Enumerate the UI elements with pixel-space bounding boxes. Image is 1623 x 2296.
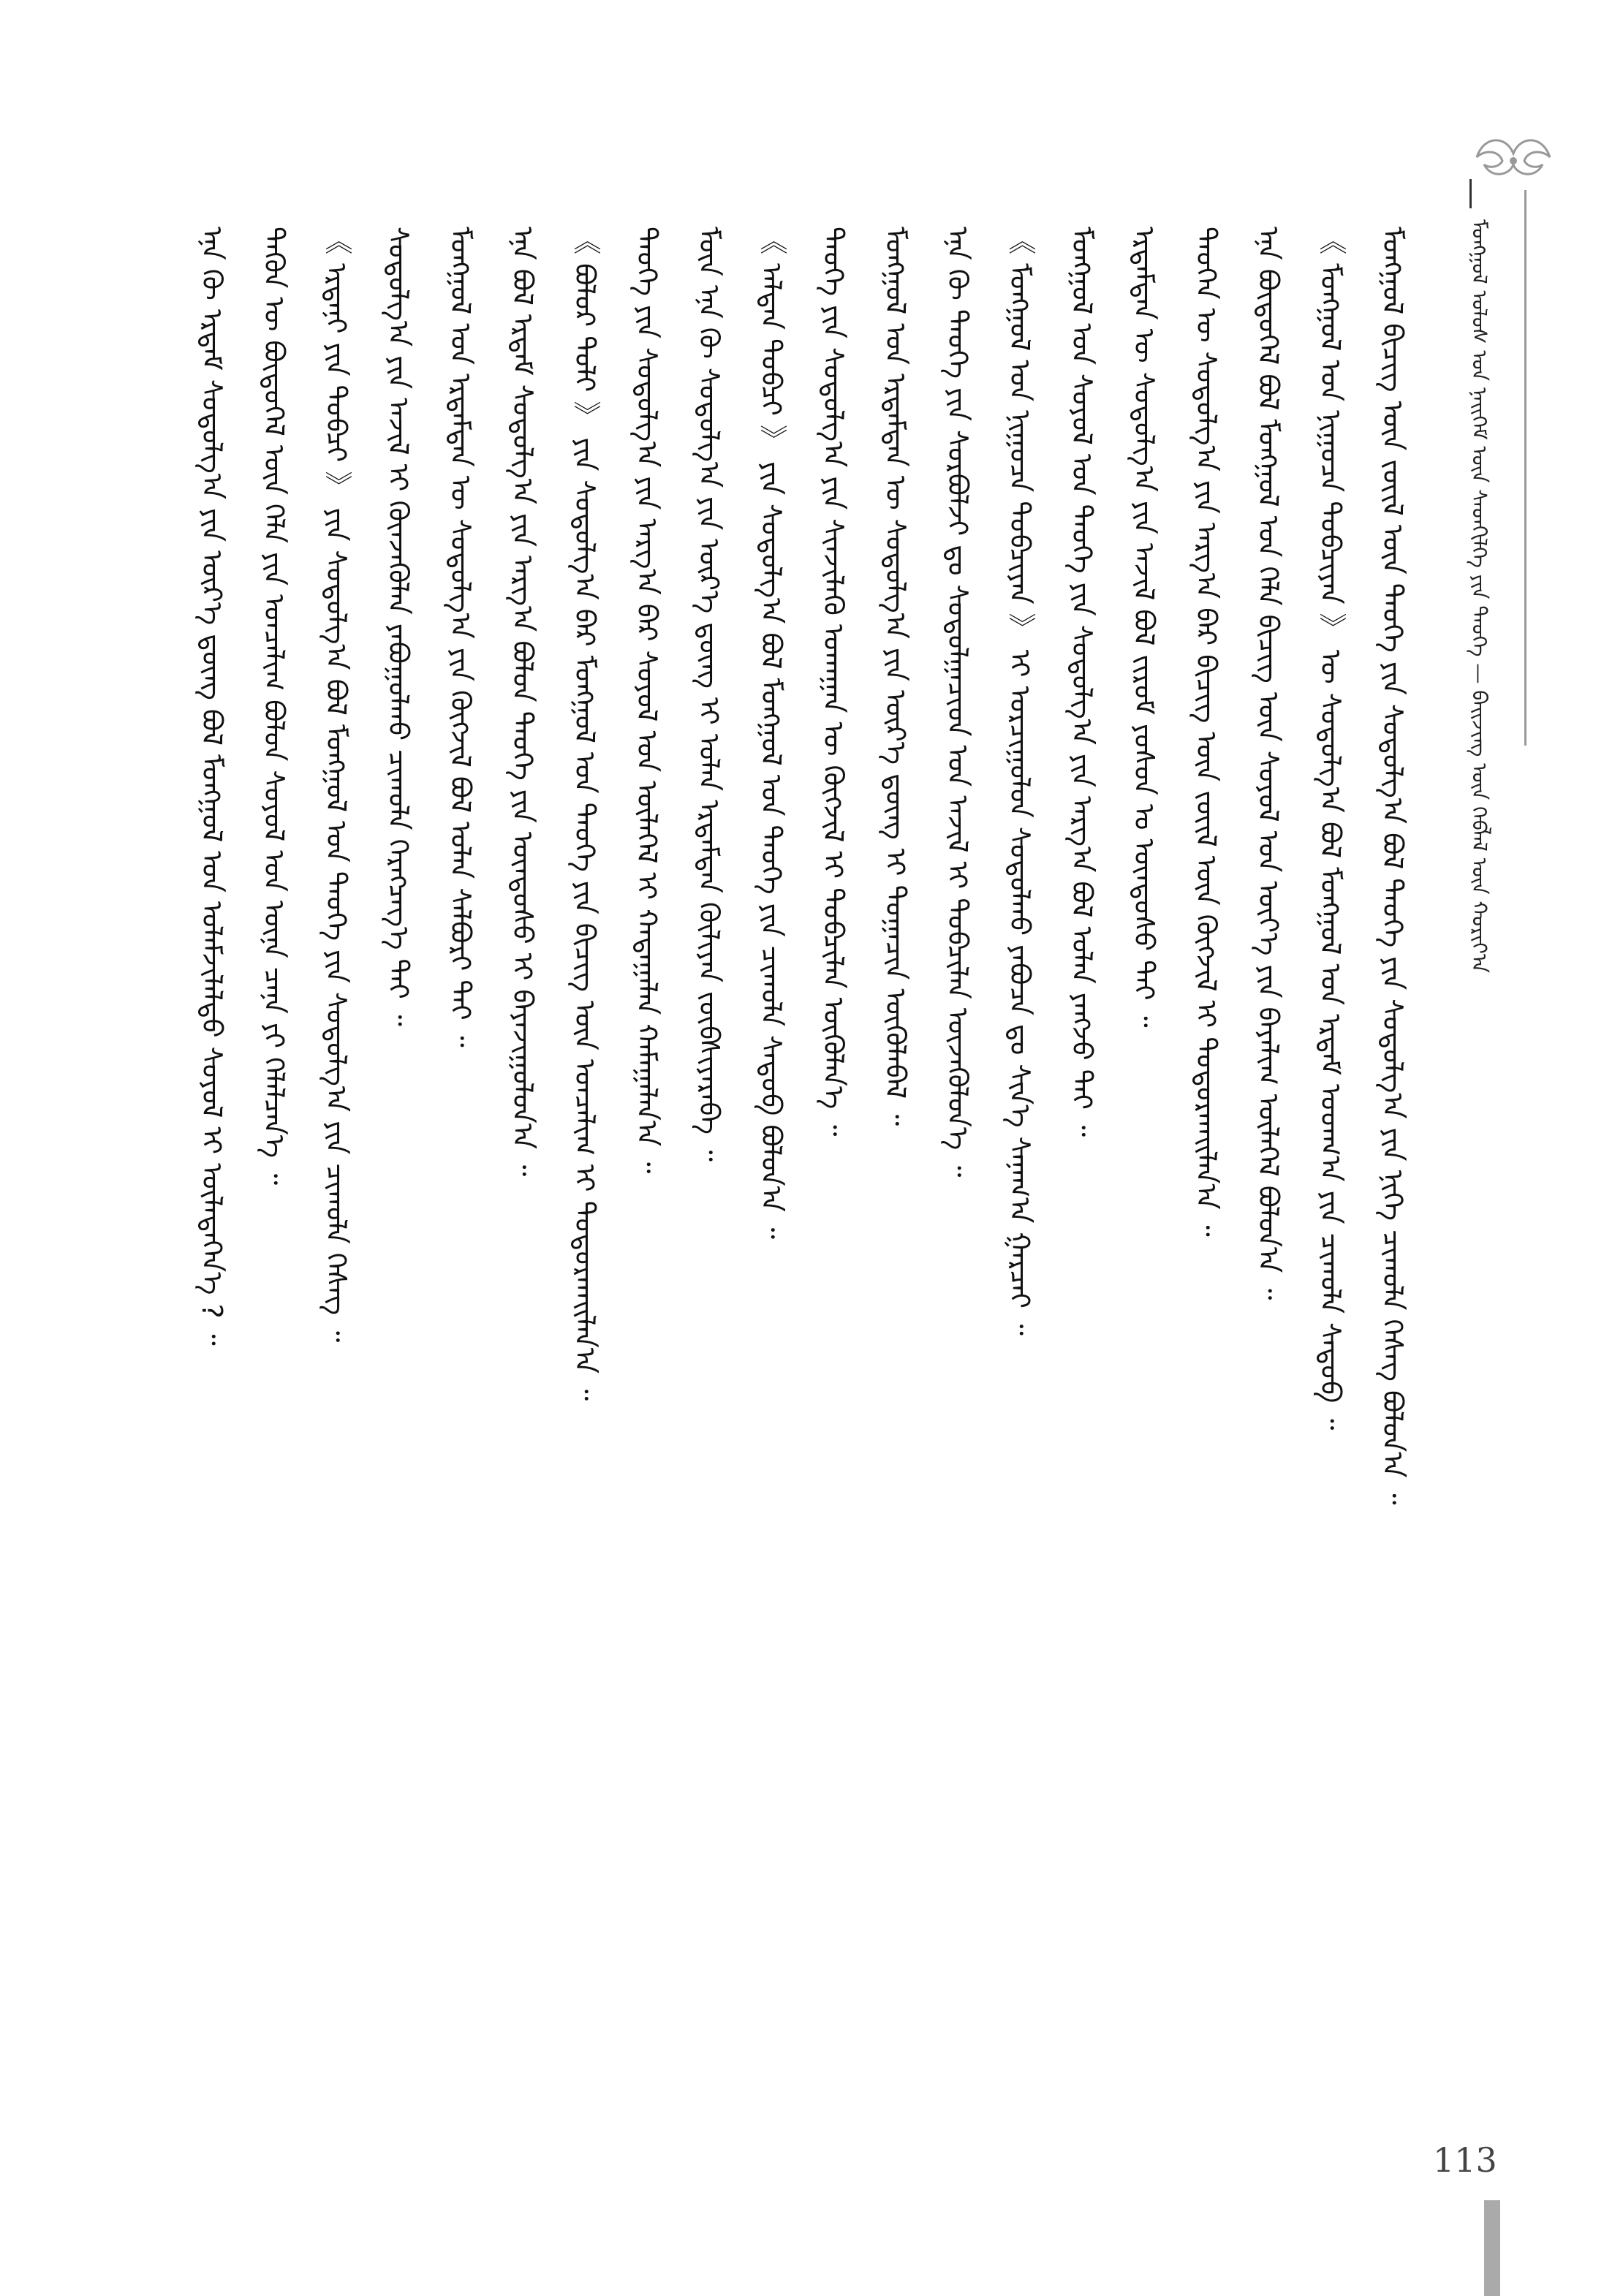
- text-column: ᠡᠷᠳᠡᠮᠲᠡᠨ ᠦ ᠰᠤᠳᠤᠯᠭ᠎ᠠ ᠶᠢᠨ ᠠᠵᠢᠯ ᠪᠣᠯ ᠵᠢᠷᠤᠮ ᠶᠣᠰᠤᠨ ᠤ ᠦᠨᠳᠦᠰᠦ ᠲᠡᠢ ᠃: [1128, 227, 1160, 1028]
- text-column: ᠮᠥᠨ ᠡᠨᠡ ᠬᠦ ᠰᠤᠳᠤᠯᠭ᠎ᠠ ᠶᠢᠨ ᠦᠷ᠎ᠡ ᠳ᠋ᠦᠩ ᠢ ᠣᠯᠠᠨ ᠡᠷᠳᠡᠮᠲᠡᠨ ᠬᠦᠯᠢᠶᠡᠨ ᠵᠥᠪᠰᠢᠶᠡᠷᠡᠪᠡ ᠃: [693, 227, 725, 1162]
- text-column: ᠰᠤᠳᠤᠯᠭ᠎ᠠ ᠶᠢᠨ ᠠᠵᠢᠯ ᠢ ᠭᠦᠨᠵᠡᠭᠦᠯᠡᠨ ᠶᠠᠪᠤᠭᠤᠯᠬᠤ ᠴᠢᠬᠤᠯᠠ ᠬᠡᠷᠡᠭᠴᠡᠭ᠎ᠡ ᠲᠠᠢ ᠃: [382, 227, 415, 1026]
- text-column: ᠡᠨᠡ ᠬᠦ ᠲᠡᠦᠬᠡ ᠶᠢᠨ ᠰᠤᠷᠪᠤᠯᠵᠢ ᠳᠤ ᠰᠤᠳᠤᠯᠭᠠᠴᠢᠳ ᠤᠨ ᠠᠵᠢᠯ ᠢ ᠲᠣᠪᠴᠢᠯᠠᠨ ᠦᠵᠡᠭᠦᠯᠦᠨ᠎ᠡ ᠃: [942, 227, 974, 1178]
- body-text: [183, 227, 1426, 1908]
- text-column: 《 ᠪᠣᠯᠣᠷ ᠲᠣᠯᠢ 》 ᠶᠢᠨ ᠰᠤᠳᠤᠯᠭ᠎ᠠ ᠪᠠᠷ ᠮᠣᠩᠭᠣᠯ ᠤᠨ ᠲᠡᠦᠬᠡ ᠶᠢᠨ ᠪᠢᠴᠢᠭ ᠦᠨ ᠣᠨᠴᠠᠯᠢᠭ ᠢ ᠲᠣᠳᠣᠷᠬᠠᠢᠯᠠᠨ᠎ᠠ ᠃: [569, 227, 601, 1401]
- text-column: 《 ᠮᠣᠩᠭᠣᠯ ᠤᠨ ᠨᠢᠭᠤᠴᠠ ᠲᠣᠪᠴᠢᠶᠠᠨ 》 ᠦ ᠰᠤᠳᠤᠯᠭ᠎ᠠ ᠪᠣᠯ ᠮᠣᠩᠭᠣᠯ ᠤᠨ ᠡᠷᠳᠡᠮ ᠤᠳᠬ᠎ᠠ ᠶᠢᠨ ᠴᠢᠬᠤᠯᠠ ᠰᠡᠳᠦᠪ ᠃: [1314, 227, 1347, 1431]
- header-ornament-icon: [1469, 128, 1557, 194]
- text-column: ᠡᠨᠡ ᠪᠣᠯ ᠡᠷᠳᠡᠮ ᠰᠤᠳᠤᠯᠭ᠎ᠠ ᠶᠢᠨ ᠠᠷᠭ᠎ᠠ ᠪᠣᠯᠤᠨ ᠲᠡᠦᠬᠡ ᠶᠢᠨ ᠦᠨᠳᠦᠰᠦ ᠢ ᠪᠠᠶᠠᠵᠢᠭᠤᠯᠤᠨ᠎ᠠ ᠃: [507, 227, 539, 1177]
- running-header: ᠮᠣᠩᠭᠣᠯ ᠤᠯᠤᠰ ᠤᠨ ᠨᠡᠢᠭᠡᠮ ᠦᠨ ᠰᠡᠳᠬᠢᠯᠭᠡ ᠶᠢᠨ ᠲᠡᠦᠬᠡ — ᠪᠡᠢᠵᠢᠩ ᠦᠨ ᠬᠡᠪᠯᠡᠯ ᠦᠨ ᠬᠣᠷᠢᠶ᠎ᠠ: [1467, 219, 1491, 973]
- text-column: 《 ᠠᠯᠲᠠᠨ ᠲᠣᠪᠴᠢ 》 ᠶᠢᠨ ᠰᠤᠳᠤᠯᠭ᠎ᠠ ᠪᠣᠯ ᠮᠣᠩᠭᠣᠯ ᠤᠨ ᠲᠡᠦᠬᠡ ᠶᠢᠨ ᠴᠢᠬᠤᠯᠠ ᠰᠡᠳᠦᠪ ᠪᠣᠯᠤᠨ᠎ᠠ ᠃: [755, 227, 787, 1239]
- text-column: ᠮᠣᠩᠭᠣᠯ ᠤᠨ ᠰᠣᠶᠣᠯ ᠤᠨ ᠲᠡᠦᠬᠡ ᠶᠢᠨ ᠰᠤᠳᠤᠯᠭ᠎ᠠ ᠶᠢᠨ ᠠᠷᠭ᠎ᠠ ᠪᠣᠯ ᠣᠯᠠᠨ ᠶᠠᠩᠵᠤ ᠲᠠᠢ ᠃: [1066, 227, 1098, 1137]
- header-dash: [1469, 179, 1472, 208]
- text-column: ᠲᠡᠦᠬᠡ ᠶᠢᠨ ᠰᠤᠳᠤᠯᠭ᠎ᠠ ᠶᠢᠨ ᠰᠢᠨᠵᠢᠯᠡᠬᠦ ᠤᠬᠠᠭᠠᠨ ᠦ ᠬᠥᠭᠵᠢᠯ ᠢ ᠲᠣᠪᠴᠢᠯᠠᠨ ᠦᠭᠦᠯᠡᠨ᠎ᠡ ᠃: [817, 227, 850, 1137]
- text-column: 《 ᠮᠣᠩᠭᠣᠯ ᠤᠨ ᠨᠢᠭᠤᠴᠠ ᠲᠣᠪᠴᠢᠶᠠᠨ 》 ᠢ ᠣᠷᠴᠢᠭᠤᠯᠤᠨ ᠰᠤᠳᠤᠯᠬᠤ ᠶᠠᠪᠤᠴᠠ ᠳᠤ ᠰᠢᠨ᠎ᠡ ᠰᠠᠨᠠᠭ᠎ᠠ ᠭᠠᠷᠴᠠᠢ ᠃: [1004, 227, 1036, 1335]
- text-column: ᠮᠣᠩᠭᠣᠯ ᠤᠨ ᠡᠷᠳᠡᠮᠲᠡᠨ ᠦ ᠰᠤᠳᠤᠯᠭ᠎ᠠ ᠶᠢᠨ ᠦᠷ᠎ᠡ ᠳ᠋ᠦᠩ ᠢ ᠲᠣᠭᠠᠴᠢᠨ ᠦᠭᠦᠯᠡᠪᠡᠯ ᠃: [879, 227, 912, 1126]
- header-rule: [1524, 190, 1526, 746]
- text-column: 《 ᠡᠷᠳᠡᠨᠢ ᠶᠢᠨ ᠲᠣᠪᠴᠢ 》 ᠶᠢᠨ ᠰᠤᠳᠤᠯᠭ᠎ᠠ ᠪᠣᠯ ᠮᠣᠩᠭᠣᠯ ᠤᠨ ᠲᠡᠦᠬᠡ ᠶᠢᠨ ᠰᠤᠳᠤᠯᠭ᠎ᠠ ᠶᠢᠨ ᠴᠢᠬᠤᠯᠠ ᠬᠡᠰᠡᠭ ᠃: [320, 227, 352, 1343]
- page-number: 113: [1433, 2140, 1497, 2180]
- text-column: ᠲᠡᠦᠬᠡᠨ ᠦ ᠰᠤᠳᠤᠯᠭ᠎ᠠ ᠶᠢᠨ ᠠᠷᠭ᠎ᠠ ᠪᠠᠷ ᠪᠢᠴᠢᠭ ᠦᠨ ᠵᠦᠢᠯ ᠦᠨ ᠬᠥᠭᠵᠢᠯ ᠢ ᠲᠣᠳᠣᠷᠬᠠᠢᠯᠠᠨ᠎ᠠ ᠃: [1190, 227, 1222, 1237]
- text-column: ᠡᠨᠡ ᠬᠦ ᠡᠷᠳᠡᠮ ᠰᠤᠳᠤᠯᠭ᠎ᠠ ᠶᠢᠨ ᠦᠷ᠎ᠡ ᠳ᠋ᠦᠩ ᠪᠣᠯ ᠮᠣᠩᠭᠣᠯ ᠤᠨ ᠤᠯᠠᠮᠵᠢᠯᠠᠯᠳᠤ ᠰᠣᠶᠣᠯ ᠢ ᠦᠯᠡᠳᠡᠭᠡᠨ᠎ᠡ ? ᠃: [196, 227, 228, 1346]
- text-column: ᠡᠨᠡ ᠪᠦᠲᠦᠭᠡᠯ ᠪᠣᠯ ᠮᠣᠩᠭᠣᠯ ᠤᠨ ᠬᠡᠯᠡ ᠪᠢᠴᠢᠭ ᠦᠨ ᠰᠣᠶᠣᠯ ᠤᠨ ᠦᠶ᠎ᠡ ᠶᠢᠨ ᠪᠠᠶᠠᠯᠢᠭ ᠦᠯᠡᠭᠡᠯ ᠪᠣᠯᠤᠨ᠎ᠠ ᠃: [1252, 227, 1285, 1300]
- text-column: ᠲᠡᠭᠦᠨ ᠦ ᠪᠦᠲᠦᠭᠡᠯ ᠦᠨ ᠬᠡᠯᠡ ᠶᠢᠨ ᠣᠨᠴᠠᠯᠢᠭ ᠪᠣᠯᠤᠨ ᠰᠣᠶᠣᠯ ᠤᠨ ᠦᠨᠡ ᠴᠡᠨᠡ ᠶᠢ ᠬᠡᠯᠡᠯᠴᠡᠨ᠎ᠡ ᠃: [258, 227, 290, 1186]
- page-side-bar: [1484, 2200, 1500, 2296]
- text-column: ᠮᠣᠩᠭᠣᠯ ᠤᠨ ᠡᠷᠳᠡᠮᠲᠡᠨ ᠦ ᠰᠤᠳᠤᠯᠭ᠎ᠠ ᠶᠢᠨ ᠬᠥᠭᠵᠢᠯ ᠪᠣᠯ ᠣᠯᠠᠨ ᠰᠠᠯᠪᠤᠷᠢ ᠲᠠᠢ ᠃: [444, 227, 477, 1047]
- text-column: ᠲᠡᠦᠬᠡ ᠶᠢᠨ ᠰᠤᠳᠤᠯᠭ᠎ᠠ ᠶᠢᠨ ᠠᠷᠭ᠎ᠠ ᠪᠠᠷ ᠰᠣᠶᠣᠯ ᠤᠨ ᠦᠯᠡᠭᠡᠯ ᠢ ᠬᠠᠳᠠᠭᠠᠯᠠᠨ ᠬᠠᠮᠠᠭᠠᠯᠠᠨ᠎ᠠ ᠃: [631, 227, 663, 1174]
- text-column: ᠮᠣᠩᠭᠣᠯ ᠪᠢᠴᠢᠭ ᠦᠨ ᠵᠦᠢᠯ ᠦᠨ ᠲᠡᠦᠬᠡ ᠶᠢᠨ ᠰᠤᠳᠤᠯᠭ᠎ᠠ ᠪᠤᠯ ᠲᠡᠦᠬᠡ ᠶᠢᠨ ᠰᠤᠳᠤᠯᠭ᠎ᠠ ᠶᠢᠨ ᠨᠢᠭᠡ ᠴᠢᠬᠤᠯᠠ ᠬᠡᠰᠡᠭ ᠪᠣᠯᠤᠨ᠎ᠠ ᠃: [1377, 227, 1409, 1505]
